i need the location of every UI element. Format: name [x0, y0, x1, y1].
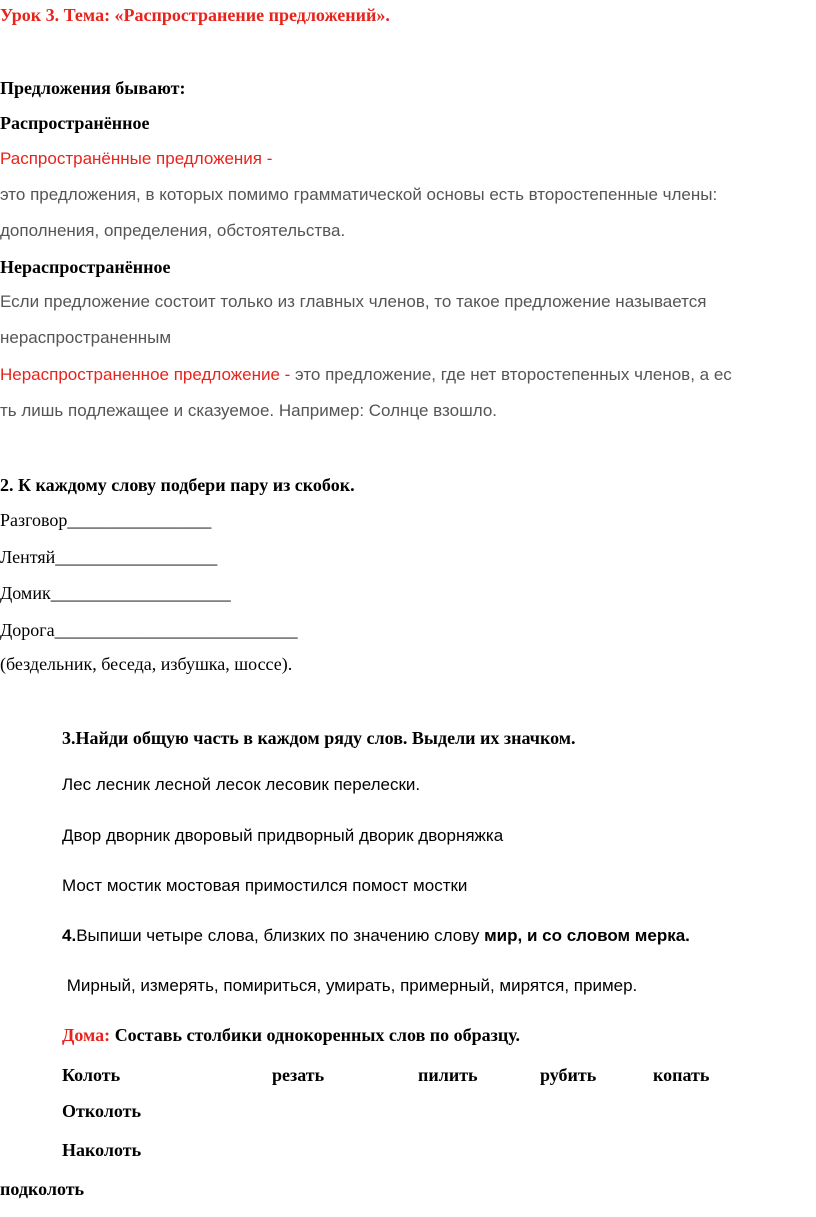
task4-emphasis: мир, и со словом мерка. [484, 926, 690, 945]
simple-definition-rest: это предложение, где нет второстепенных членов, а ес [290, 365, 732, 384]
homework-column-word: Колоть [62, 1065, 121, 1085]
homework-instruction [62, 1026, 520, 1044]
task4-number: 4. [62, 926, 77, 945]
simple-label: Нераспространённое [0, 257, 171, 277]
extended-definition-line-2: дополнения, определения, обстоятельства. [0, 221, 346, 240]
homework-column-word: пилить [418, 1065, 478, 1085]
simple-definition-line-1 [0, 366, 732, 383]
extended-definition-term: Распространённые предложения - [0, 149, 273, 168]
task2-item: Лентяй__________________ [0, 547, 218, 567]
simple-definition-line-2: ть лишь подлежащее и сказуемое. Например: Солнце взошло. [0, 401, 497, 420]
task4-answer: Мирный, измерять, помириться, умирать, примерный, мирятся, пример. [62, 976, 638, 995]
homework-example: подколоть [0, 1179, 85, 1199]
simple-definition-term: Нераспространенное предложение - [0, 365, 291, 384]
task3-row: Лес лесник лесной лесок лесовик перелески. [62, 775, 421, 794]
task3-row: Двор дворник дворовый придворный дворик дворняжка [62, 826, 504, 845]
section-heading: Предложения бывают: [0, 78, 186, 98]
homework-text: Составь столбики однокоренных слов по образцу. [110, 1025, 520, 1045]
homework-column-word: рубить [540, 1065, 597, 1085]
task3-row: Мост мостик мостовая примостился помост мостки [62, 876, 468, 895]
task3-heading: 3.Найди общую часть в каждом ряду слов. Выдели их значком. [62, 728, 576, 748]
task2-item: Дорога___________________________ [0, 620, 298, 640]
homework-column-word: копать [653, 1065, 710, 1085]
simple-rule-line-1: Если предложение состоит только из главных членов, то такое предложение называется [0, 292, 707, 311]
task2-options: (бездельник, беседа, избушка, шоссе). [0, 654, 293, 674]
simple-rule-line-2: нераспространенным [0, 328, 172, 347]
task4-prompt [62, 927, 690, 944]
homework-label: Дома: [62, 1025, 111, 1045]
task2-heading: 2. К каждому слову подбери пару из скобок. [0, 475, 355, 495]
homework-example: Отколоть [62, 1101, 141, 1121]
task4-text: Выпиши четыре слова, близких по значению слову [76, 926, 485, 945]
extended-label: Распространённое [0, 113, 150, 133]
homework-example: Наколоть [62, 1140, 142, 1160]
page-title: Урок 3. Тема: «Распространение предложений». [0, 5, 390, 25]
homework-column-word: резать [272, 1065, 325, 1085]
task2-item: Домик____________________ [0, 583, 231, 603]
task2-item: Разговор________________ [0, 510, 212, 530]
extended-definition-line-1: это предложения, в которых помимо грамматической основы есть второстепенные члены: [0, 185, 718, 204]
